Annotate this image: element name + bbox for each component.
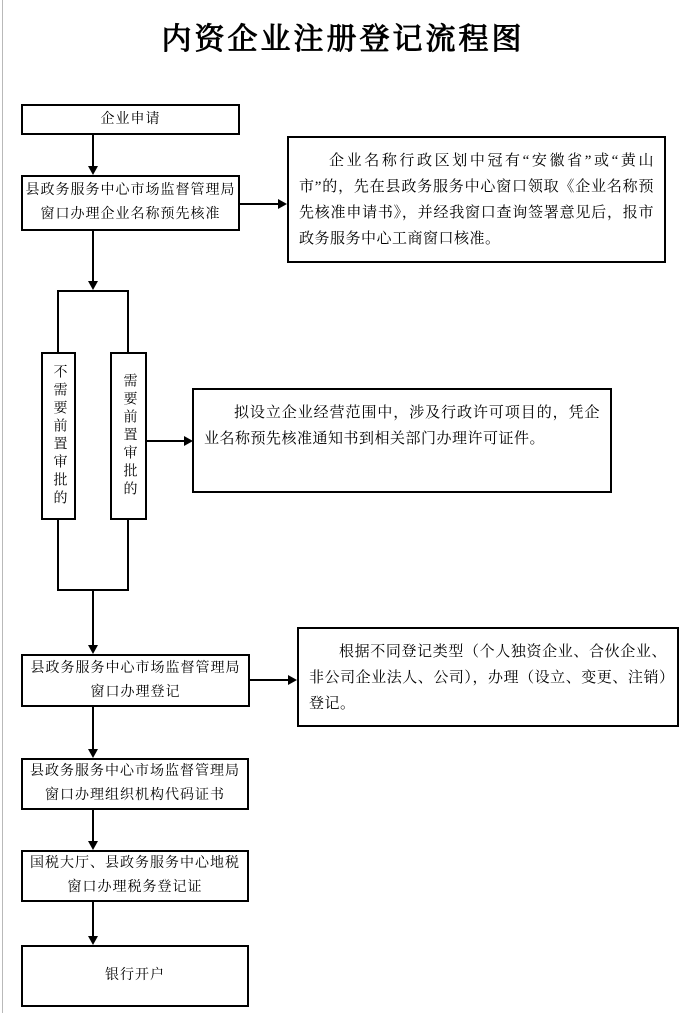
arrowhead-down-icon [88,749,98,758]
note-registration-types [297,627,679,727]
flow-box-label-line1: 县政务服务中心市场监督管理局 [30,764,240,779]
arrowhead-down-icon [88,841,98,850]
connector-merge-to-registration [92,591,94,646]
flow-box-label: 企业申请 [100,111,161,127]
flow-box-label-line1: 县政务服务中心市场监督管理局 [25,183,236,198]
split-drop-right [127,290,129,352]
arrowhead-down-icon [88,166,98,175]
page-edge-line [2,0,3,1013]
flow-box-bank-account [21,945,249,1007]
flow-box-label-line2: 窗口办理组织机构代码证书 [45,788,225,803]
arrowhead-right-icon [288,675,297,685]
note-license-rule [192,388,612,493]
note-text: 企业名称行政区划中冠有“安徽省”或“黄山市”的，先在县政务服务中心窗口领取《企业名称预先核准申请书》，并经我窗口查询签署意见后，报市政务服务中心工商窗口核准。 [299,153,654,247]
flow-box-enterprise-apply [21,104,240,135]
connector-precheck-to-split [92,231,94,282]
connector-tax-to-bank [92,902,94,937]
branch-box-no-preapproval [41,352,76,520]
connector-registration-to-types-note [250,679,289,681]
connector-branch-to-license-note [147,440,185,442]
note-text: 拟设立企业经营范围中，涉及行政许可项目的，凭企业名称预先核准通知书到相关部门办理许可证件。 [204,405,600,447]
branch-label: 不需要前置审批的 [51,364,67,508]
arrowhead-down-icon [88,645,98,654]
flow-box-label-line1: 国税大厅、县政务服务中心地税 [30,856,240,871]
merge-rise-right [127,520,129,591]
flow-box-org-code-cert [21,758,249,810]
split-horizontal-line [57,290,129,292]
note-name-region-rule [287,136,666,263]
flow-box-registration [21,654,250,707]
connector-registration-to-orgcode [92,707,94,750]
flow-box-name-precheck [21,175,240,231]
branch-box-preapproval [110,352,147,520]
flow-box-label-line2: 窗口办理税务登记证 [67,880,203,895]
arrowhead-right-icon [184,436,193,446]
arrowhead-down-icon [88,936,98,945]
split-drop-left [57,290,59,352]
branch-label: 需要前置审批的 [121,373,137,499]
flow-box-label-line1: 县政务服务中心市场监督管理局 [30,660,241,676]
flow-box-label-line2: 窗口办理企业名称预先核准 [40,207,221,222]
flow-box-tax-registration [21,850,249,902]
connector-apply-to-precheck [92,135,94,167]
merge-rise-left [57,520,59,591]
page-title: 内资企业注册登记流程图 [161,23,525,56]
arrowhead-right-icon [278,199,287,209]
flow-box-label-line2: 窗口办理登记 [90,684,181,700]
connector-precheck-to-region-note [240,203,279,205]
note-text: 根据不同登记类型（个人独资企业、合伙企业、非公司企业法人、公司），办理（设立、变更、注销）登记。 [309,644,667,712]
flow-box-label: 银行开户 [105,968,165,983]
connector-orgcode-to-tax [92,810,94,842]
arrowhead-down-icon [88,281,98,290]
